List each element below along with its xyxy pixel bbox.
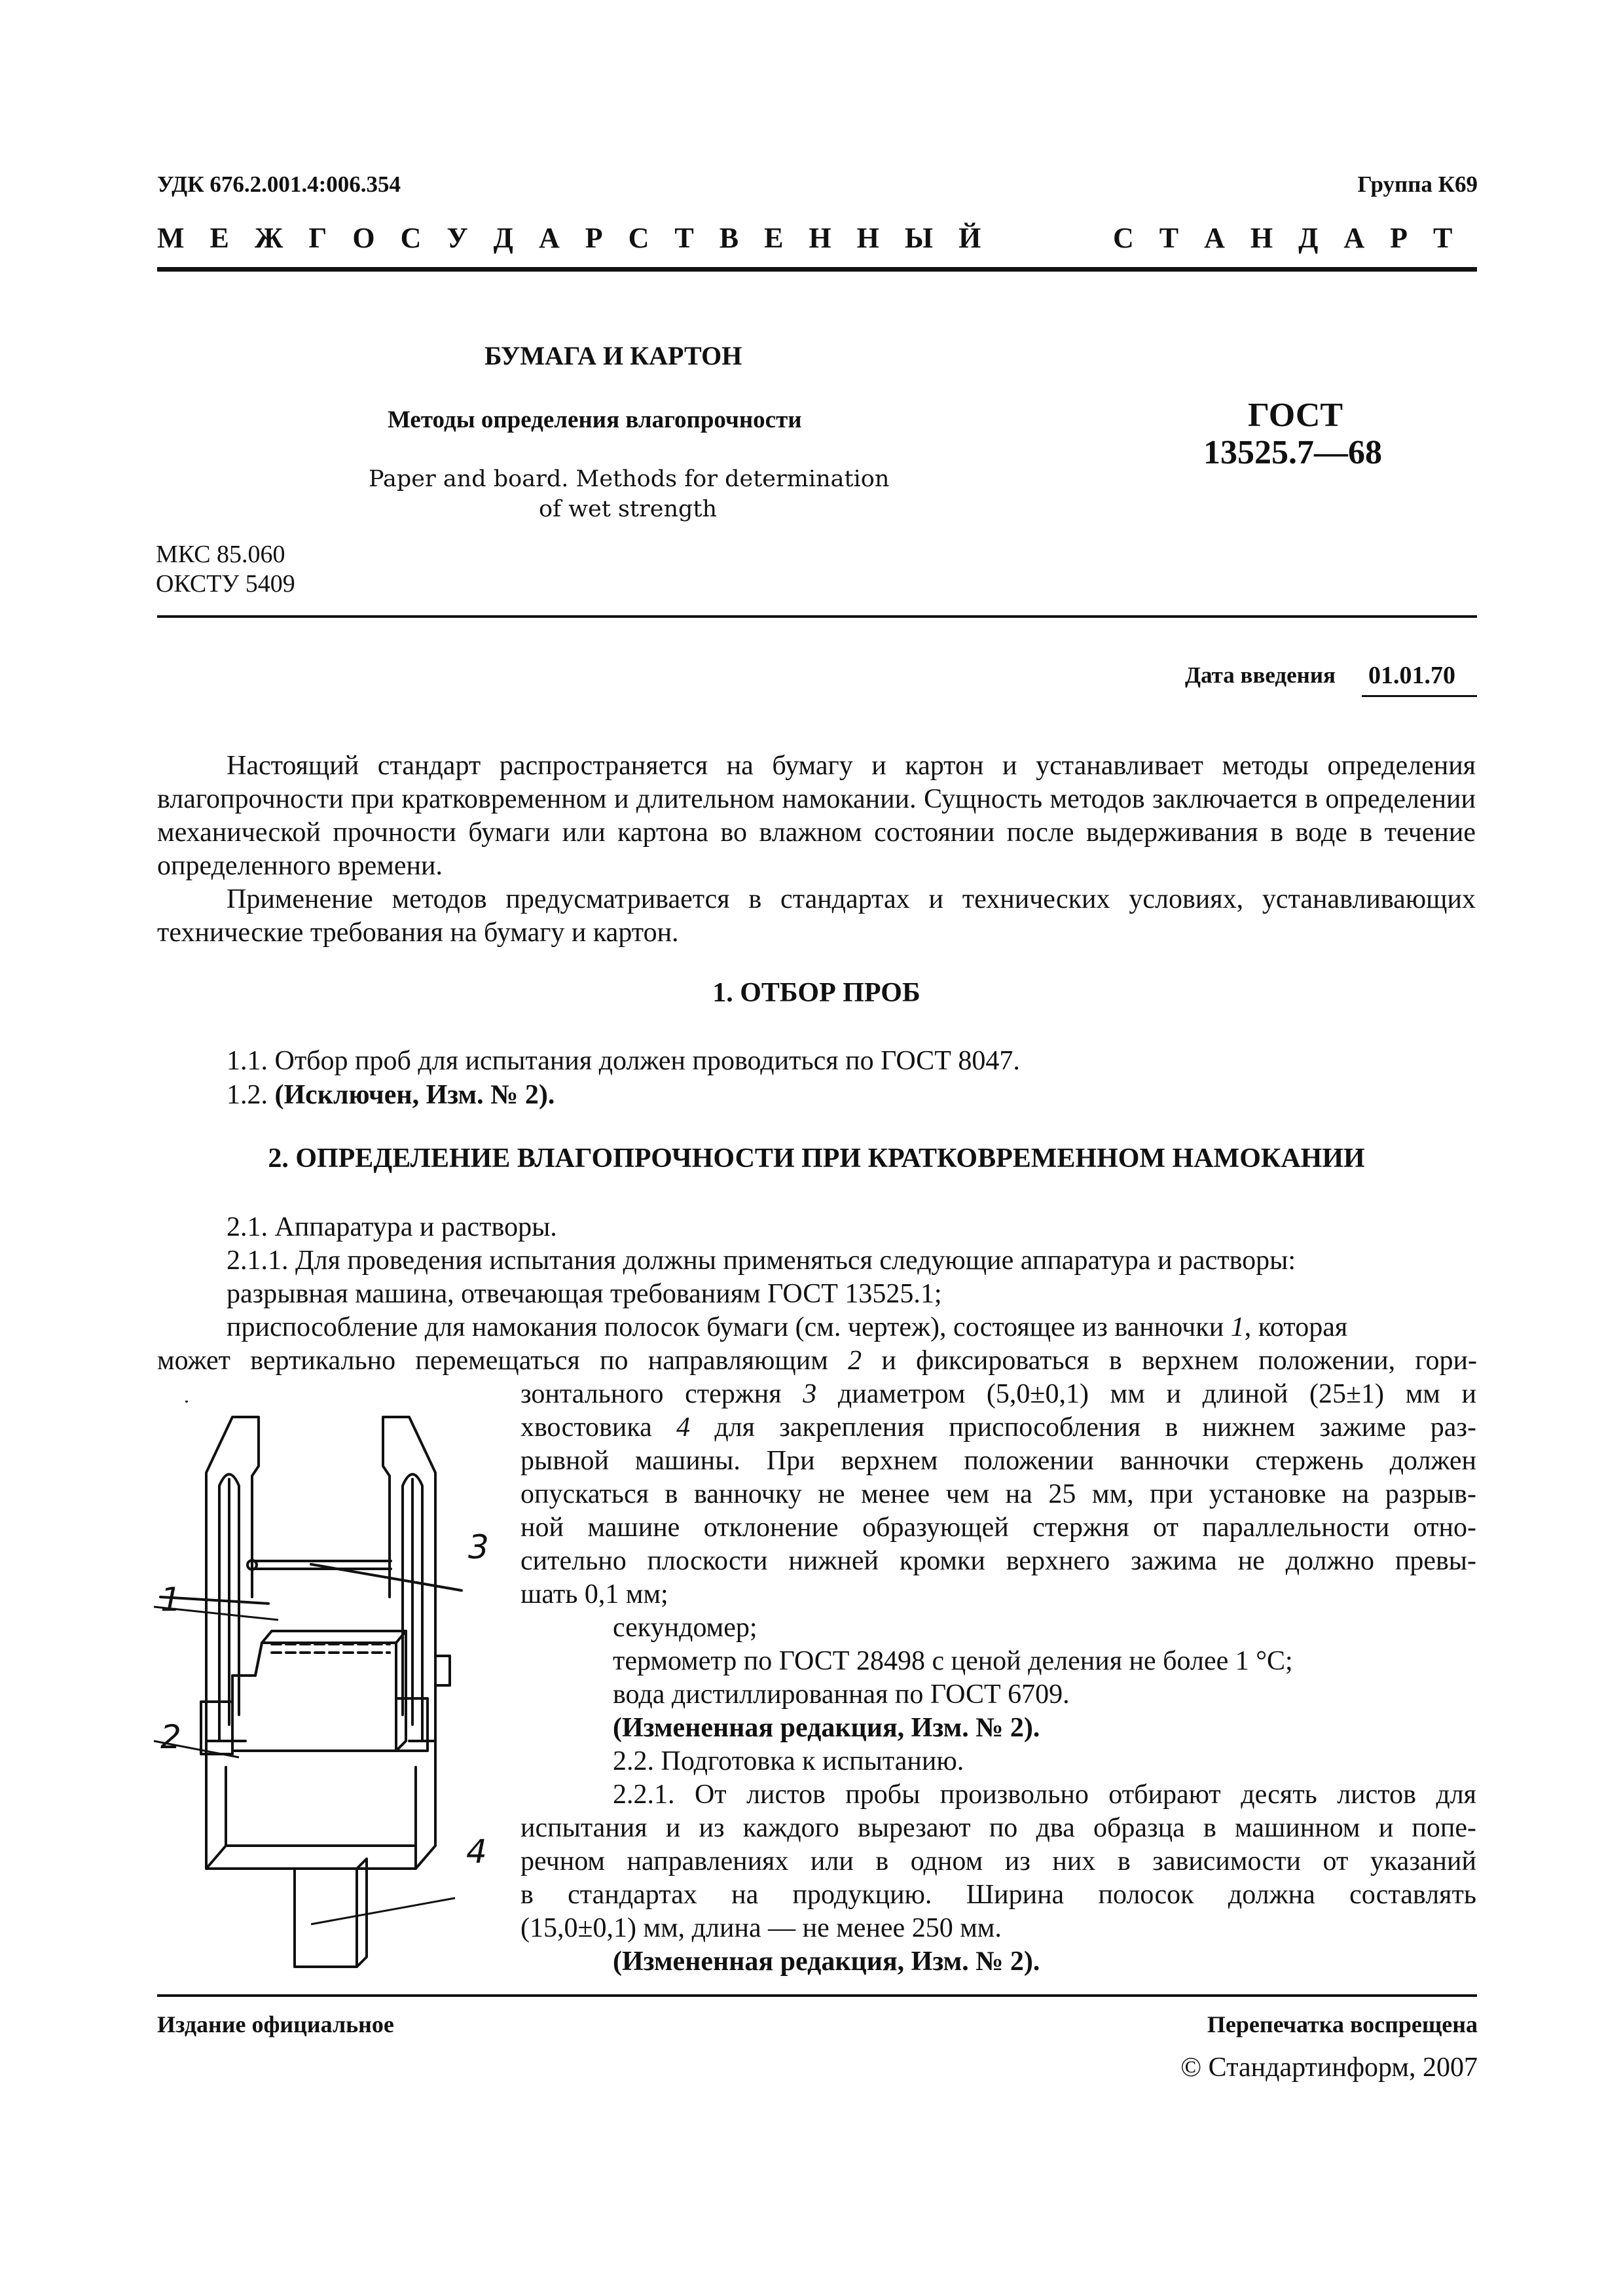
col-line: испытания и из каждого вырезают по два образца в машинном и попе- [520,1813,1476,1843]
device-ref-3: 3 [803,1379,817,1409]
footer-rule [157,1994,1477,1997]
col-line: ной машине отклонение образующей стержня от параллельности отно- [520,1513,1476,1543]
col-line-amendment: (Измененная редакция, Изм. № 2). [613,1713,1040,1743]
group-code: Группа К69 [1357,171,1478,197]
col-line: шать 0,1 мм; [520,1579,668,1609]
figure-label-1: 1 [160,1581,181,1619]
device-ref-2: 2 [848,1346,862,1376]
figure-label-2: 2 [160,1718,181,1756]
col-line-stopwatch: секундомер; [613,1613,757,1643]
tray [232,1643,396,1751]
lower-frame [206,1741,435,1869]
col-line: опускаться в ванночку не менее чем на 25 мм, при установке на разрыв- [520,1479,1476,1509]
item-tensile-machine: разрывная машина, отвечающая требованиям ГОСТ 13525.1; [227,1279,942,1309]
device-description-column [520,1378,1476,1979]
intro-date-value: 01.01.70 [1368,662,1455,689]
wetting-device-drawing [147,1401,514,1983]
col-line-2-2-1: 2.2.1. От листов пробы произвольно отбирают десять листов для [613,1780,1476,1810]
intro-paragraph-1: Настоящий стандарт распространяется на бумагу и картон и устанавливает методы определения влагопрочности при кратковременном и длительном намокании. Сущность методов заключается в определении механической прочности бумаги или картона во влажном состоянии после выдерживания в воде в течение определенного времени. [157,751,1476,881]
device-text-d: и фиксироваться в верхнем положении, гори- [862,1346,1478,1376]
item-device-line1 [227,1311,1347,1344]
col-line: (15,0±0,1) мм, длина — не менее 250 мм. [520,1913,1002,1943]
col-line-thermometer: термометр по ГОСТ 28498 с ценой деления не более 1 °С; [613,1646,1293,1676]
item-2-1-1: 2.1.1. Для проведения испытания должны применяться следующие аппаратура и растворы: [227,1246,1296,1276]
col-line-amendment-2: (Измененная редакция, Изм. № 2). [613,1946,1040,1977]
device-text-a: приспособление для намокания полосок бумаги (см. чертеж), состоящее из ванночки [227,1312,1231,1342]
header-rule [157,267,1477,272]
doc-title: БУМАГА И КАРТОН [484,341,742,370]
figure-label-4: 4 [466,1833,487,1871]
udk-code: УДК 676.2.001.4:006.354 [157,171,401,197]
english-title-line1: Paper and board. Methods for determination [369,466,890,492]
section-2-heading: 2. ОПРЕДЕЛЕНИЕ ВЛАГОПРОЧНОСТИ ПРИ КРАТКОВРЕМЕННОМ НАМОКАНИИ [268,1143,1365,1174]
section-1-heading: 1. ОТБОР ПРОБ [712,978,921,1008]
item-1-1: 1.1. Отбор проб для испытания должен проводиться по ГОСТ 8047. [227,1046,1020,1076]
col-line: речном направлениях или в одном из них в зависимости от указаний [520,1846,1476,1876]
intro-date-label: Дата введения [1185,662,1336,688]
english-title-line2: of wet strength [539,496,718,522]
col-line: хвостовика 4 для закрепления приспособления в нижнем зажиме раз- [520,1412,1476,1443]
item-device-line2 [157,1344,1477,1378]
title-rule [157,615,1477,618]
item-1-2-number: 1.2. [227,1080,275,1110]
interstate-label: М Е Ж Г О С У Д А Р С Т В Е Н Н Ы Й [157,222,991,254]
col-line: сительно плоскости нижней кромки верхнего зажима не должно превы- [520,1546,1476,1576]
col-line-2-2: 2.2. Подготовка к испытанию. [613,1746,964,1776]
reprint-notice: Перепечатка воспрещена [1207,2011,1478,2037]
right-latch [435,1656,450,1685]
official-edition: Издание официальное [157,2011,394,2037]
gost-label: ГОСТ [1248,397,1343,434]
device-ref-4: 4 [676,1412,691,1443]
device-text-b: , которая [1244,1312,1348,1342]
item-1-2-status: (Исключен, Изм. № 2). [274,1080,555,1110]
col-line: в стандартах на продукцию. Ширина полосок должна составлять [520,1880,1476,1910]
item-1-2 [227,1079,555,1112]
standard-label: С Т А Н Д А Р Т [1113,222,1462,254]
col-line: рывной машины. При верхнем положении ванночки стержень должен [520,1446,1476,1476]
gost-number: 13525.7—68 [1203,434,1382,471]
intro-paragraph-2: Применение методов предусматривается в стандартах и технических условиях, устанавливающих технические требования на бумагу и картон. [157,884,1476,948]
col-line: зонтального стержня 3 диаметром (5,0±0,1) мм и длиной (25±1) мм и [520,1379,1476,1409]
mks-code: МКС 85.060 [156,541,285,568]
col-line-water: вода дистиллированная по ГОСТ 6709. [613,1679,1070,1710]
copyright: © Стандартинформ, 2007 [1180,2053,1478,2083]
device-text-c: может вертикально перемещаться по направляющим [157,1346,848,1376]
item-2-1: 2.1. Аппаратура и растворы. [227,1212,557,1242]
device-ref-1: 1 [1230,1312,1245,1342]
figure-label-3: 3 [468,1528,489,1566]
okstu-code: ОКСТУ 5409 [156,570,295,598]
doc-subtitle: Методы определения влагопрочности [388,406,802,433]
intro-date-underline [1362,695,1477,697]
